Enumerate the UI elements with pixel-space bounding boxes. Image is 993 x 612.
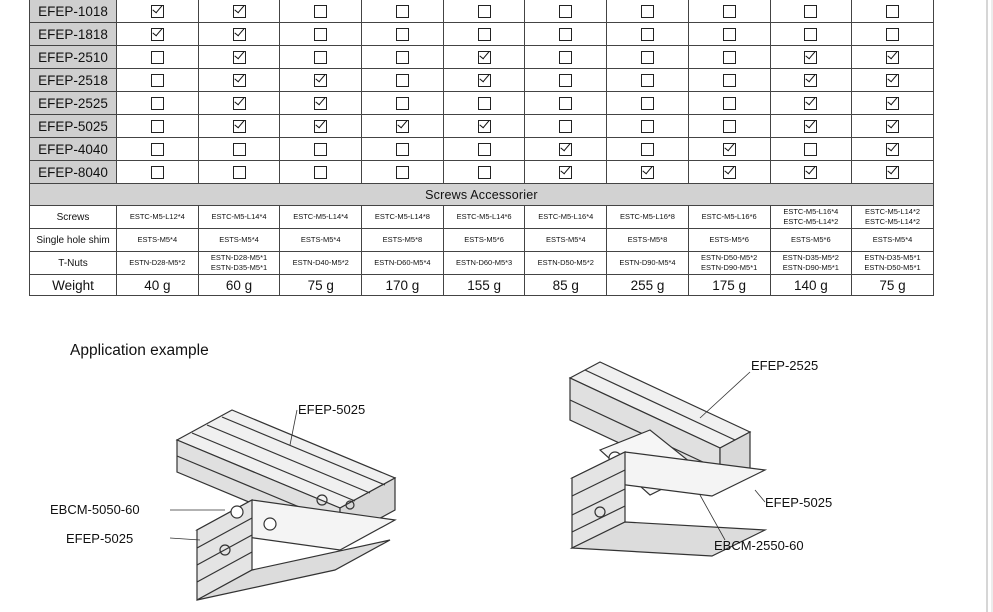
model-name: EFEP-2510 [30, 46, 117, 69]
tnuts-value: ESTN-D90-M5*1 [701, 263, 758, 272]
model-name: EFEP-4040 [30, 138, 117, 161]
shim-value: ESTS-M5*4 [872, 235, 913, 244]
model-name: EFEP-1818 [30, 23, 117, 46]
screws-value: ESTC-M5-L14*6 [456, 212, 512, 221]
tnuts-value: ESTN-D90-M5*4 [619, 258, 676, 267]
model-name: EFEP-5025 [30, 115, 117, 138]
shim-value: ESTS-M5*4 [219, 235, 259, 244]
tnuts-value: ESTN-D90-M5*1 [782, 263, 839, 272]
right-bottom-label: EBCM-2550-60 [714, 538, 804, 553]
screws-value: ESTC-M5-L16*6 [701, 212, 757, 221]
weight-cell: 40 g [117, 275, 199, 296]
left-mid-label: EBCM-5050-60 [50, 502, 140, 517]
shim-value: ESTS-M5*4 [545, 235, 586, 244]
screws-value: ESTC-M5-L16*8 [619, 212, 675, 221]
model-name: EFEP-2518 [30, 69, 117, 92]
tnuts-value: ESTN-D35-M5*1 [864, 253, 921, 262]
row-header: Screws [30, 206, 117, 229]
screws-value: ESTC-M5-L14*8 [374, 212, 430, 221]
shim-value: ESTS-M5*8 [627, 235, 668, 244]
weight-cell: 75 g [852, 275, 934, 296]
shim-value: ESTS-M5*6 [464, 235, 504, 244]
shim-value: ESTS-M5*4 [300, 235, 341, 244]
left-assembly-illustration [170, 410, 395, 600]
application-title: Application example [70, 342, 209, 359]
shim-value: ESTS-M5*6 [709, 235, 749, 244]
screws-value: ESTC-M5-L14*2 [865, 207, 921, 216]
tnuts-value: ESTN-D60-M5*3 [455, 258, 513, 267]
weight-cell: 60 g [198, 275, 280, 296]
row-header: T-Nuts [30, 252, 117, 275]
weight-cell: 75 g [280, 275, 362, 296]
tnuts-value: ESTN-D35-M5*2 [782, 253, 839, 262]
screws-value: ESTC-M5-L14*2 [783, 217, 839, 226]
tnuts-value: ESTN-D40-M5*2 [292, 258, 349, 267]
weight-cell: 85 g [525, 275, 607, 296]
weight-cell: 170 g [362, 275, 444, 296]
model-name: EFEP-1018 [30, 0, 117, 23]
shim-value: ESTS-M5*4 [137, 235, 178, 244]
model-name: EFEP-8040 [30, 161, 117, 184]
tnuts-value: ESTN-D35-M5*1 [210, 263, 268, 272]
tnuts-value: ESTN-D60-M5*4 [374, 258, 431, 267]
right-top-label: EFEP-2525 [751, 358, 819, 373]
weight-cell: 140 g [770, 275, 852, 296]
screws-value: ESTC-M5-L16*4 [783, 207, 839, 216]
shim-value: ESTS-M5*8 [382, 235, 423, 244]
right-assembly-illustration [570, 362, 765, 556]
screws-value: ESTC-M5-L12*4 [129, 212, 185, 221]
row-header: Single hole shim [30, 229, 117, 252]
left-bottom-label: EFEP-5025 [66, 531, 134, 546]
screws-value: ESTC-M5-L14*2 [865, 217, 921, 226]
left-top-label: EFEP-5025 [298, 402, 366, 417]
shim-value: ESTS-M5*6 [791, 235, 831, 244]
screws-value: ESTC-M5-L14*4 [293, 212, 349, 221]
tnuts-value: ESTN-D28-M5*2 [129, 258, 186, 267]
screws-value: ESTC-M5-L16*4 [538, 212, 594, 221]
weight-cell: 155 g [443, 275, 525, 296]
model-name: EFEP-2525 [30, 92, 117, 115]
weight-cell: 255 g [607, 275, 689, 296]
section-title: Screws Accessorier [30, 184, 934, 206]
tnuts-value: ESTN-D50-M5*1 [864, 263, 921, 272]
weight-cell: 175 g [688, 275, 770, 296]
tnuts-value: ESTN-D50-M5*2 [701, 253, 758, 262]
row-header: Weight [30, 275, 117, 296]
tnuts-value: ESTN-D28-M5*1 [210, 253, 268, 262]
screws-value: ESTC-M5-L14*4 [211, 212, 267, 221]
right-mid-label: EFEP-5025 [765, 495, 833, 510]
tnuts-value: ESTN-D50-M5*2 [537, 258, 594, 267]
